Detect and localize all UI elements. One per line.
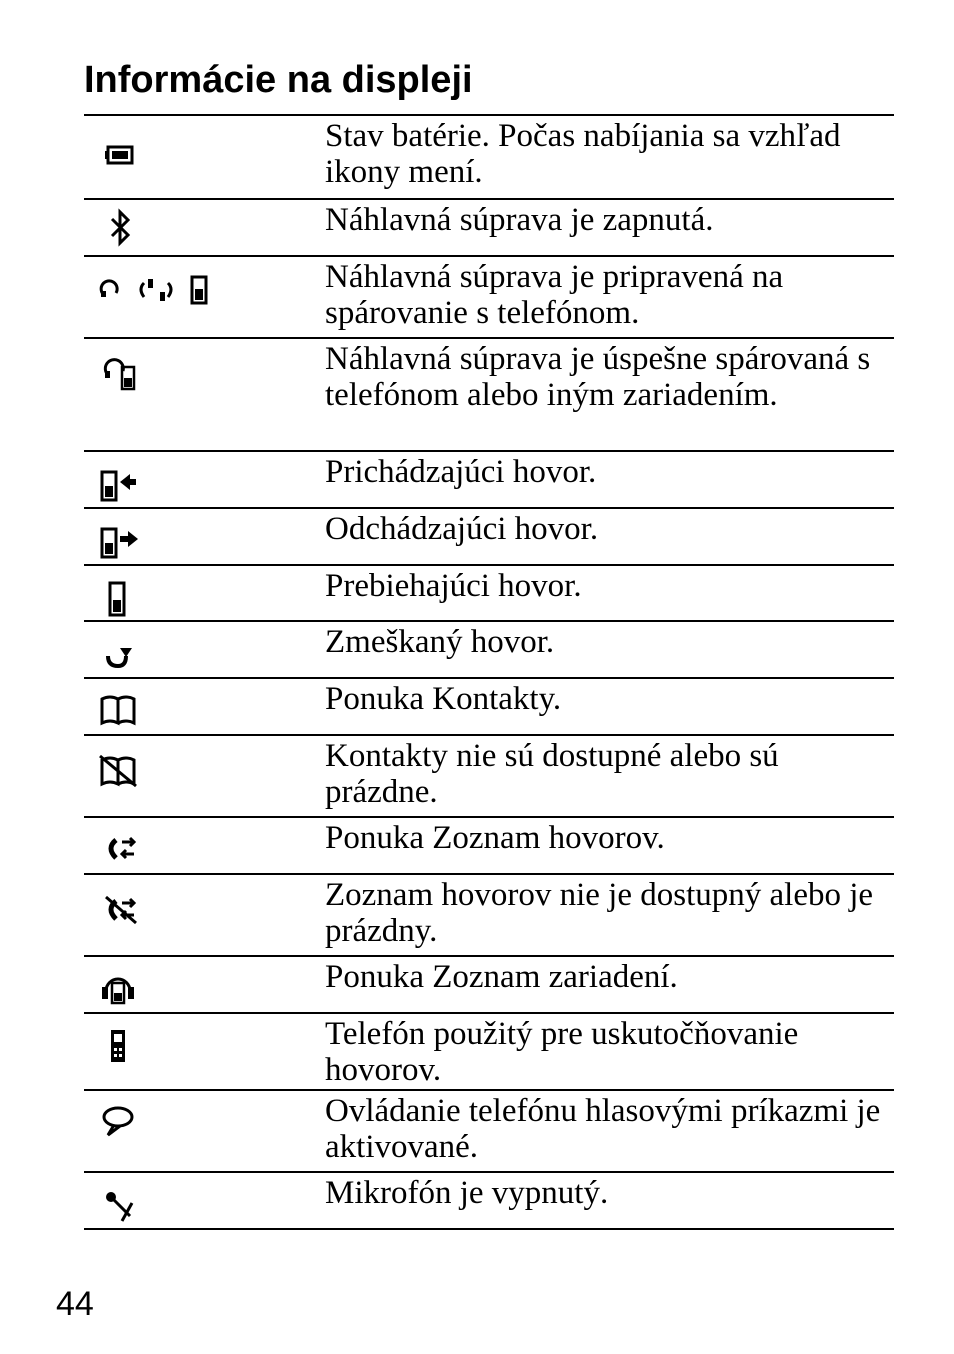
row-text: Telefón použitý pre uskutočňovanie hovorov.: [325, 1016, 799, 1088]
row-text: Ponuka Zoznam hovorov.: [325, 820, 665, 856]
row-text: Odchádzajúci hovor.: [325, 511, 599, 547]
incoming-call-icon: [96, 464, 142, 504]
row-text: Prichádzajúci hovor.: [325, 454, 597, 490]
table-row: [84, 1012, 894, 1089]
table-row: [84, 450, 894, 507]
page-number: 44: [56, 1285, 94, 1323]
row-text: Ovládanie telefónu hlasovými príkazmi je aktivované.: [325, 1093, 881, 1165]
table-row: [84, 955, 894, 1012]
contacts-icon: [96, 689, 142, 729]
table-row: [84, 816, 894, 873]
row-text: Prebiehajúci hovor.: [325, 568, 582, 604]
table-row: [84, 734, 894, 816]
paired-headset-icon: [96, 351, 142, 391]
calling-phone-icon: [96, 1026, 142, 1066]
table-row: [84, 1171, 894, 1230]
row-text: Náhlavná súprava je úspešne spárovaná s telefónom alebo iným zariadením.: [325, 341, 871, 413]
call-list-unavailable-icon: [96, 889, 142, 929]
table-row: [84, 507, 894, 564]
row-text: Stav batérie. Počas nabíjania sa vzhľad ikony mení.: [325, 118, 841, 190]
call-list-icon: [96, 828, 142, 868]
row-text: Náhlavná súprava je pripravená na spárovanie s telefónom.: [325, 259, 784, 331]
table-row: [84, 873, 894, 955]
table-row: [84, 1089, 894, 1171]
missed-call-icon: [96, 634, 142, 674]
table-row: [84, 620, 894, 677]
microphone-muted-icon: [96, 1185, 142, 1225]
page-title: Informácie na displeji: [84, 59, 473, 101]
row-text: Náhlavná súprava je zapnutá.: [325, 202, 714, 238]
row-text: Zmeškaný hovor.: [325, 624, 555, 660]
row-text: Mikrofón je vypnutý.: [325, 1175, 609, 1211]
row-text: Ponuka Zoznam zariadení.: [325, 959, 678, 995]
bluetooth-icon: [96, 208, 142, 248]
ongoing-call-icon: [96, 578, 142, 618]
row-text: Ponuka Kontakty.: [325, 681, 562, 717]
table-row: [84, 337, 894, 450]
device-list-icon: [96, 967, 142, 1007]
voice-control-icon: [96, 1101, 142, 1141]
table-row: [84, 198, 894, 255]
table-row: [84, 564, 894, 620]
table-row: [84, 255, 894, 337]
row-text: Kontakty nie sú dostupné alebo sú prázdne.: [325, 738, 779, 810]
row-text: Zoznam hovorov nie je dostupný alebo je prázdny.: [325, 877, 874, 949]
battery-icon: [96, 136, 142, 176]
icon-table: [84, 114, 894, 1230]
contacts-unavailable-icon: [96, 750, 142, 790]
table-row: [84, 114, 894, 198]
pairing-ready-icon: [96, 269, 216, 309]
table-row: [84, 677, 894, 734]
outgoing-call-icon: [96, 521, 142, 561]
